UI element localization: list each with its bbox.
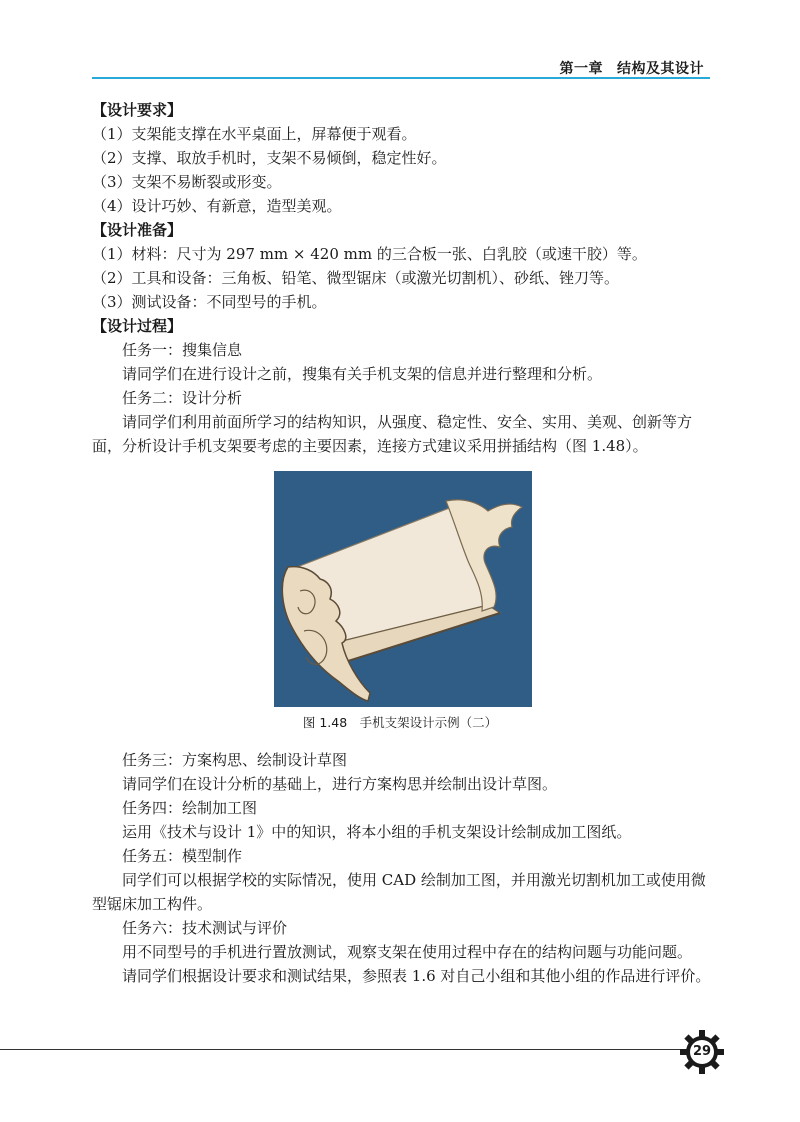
main-content-continued (92, 748, 710, 988)
task-title: 任务五：模型制作 (122, 847, 243, 865)
task-title: 任务四：绘制加工图 (122, 799, 258, 817)
requirement-item: （3）支架不易断裂或形变。 (92, 173, 282, 191)
task-text: 请同学们根据设计要求和测试结果，参照表 1.6 对自己小组和其他小组的作品进行评价。 (122, 967, 711, 985)
task-text: 请同学们在进行设计之前，搜集有关手机支架的信息并进行整理和分析。 (122, 365, 603, 383)
header-divider (92, 77, 710, 79)
task-title: 任务一：搜集信息 (122, 341, 243, 359)
requirements-heading: 【设计要求】 (92, 101, 183, 119)
chapter-number: 第一章 (559, 61, 603, 77)
requirement-item: （1）支架能支撑在水平桌面上，屏幕便于观看。 (92, 125, 417, 143)
requirement-item: （4）设计巧妙、有新意，造型美观。 (92, 197, 342, 215)
task-text: 运用《技术与设计 1》中的知识，将本小组的手机支架设计绘制成加工图纸。 (122, 823, 632, 841)
process-heading: 【设计过程】 (92, 317, 183, 335)
preparation-heading: 【设计准备】 (92, 221, 183, 239)
main-content (92, 98, 710, 458)
chapter-header (560, 58, 705, 78)
page-number: 29 (692, 1044, 712, 1059)
footer-divider (0, 1049, 690, 1050)
preparation-item: （2）工具和设备：三角板、铅笔、微型锯床（或激光切割机）、砂纸、锉刀等。 (92, 269, 620, 287)
task-title: 任务三：方案构思、绘制设计草图 (122, 751, 348, 769)
preparation-item: （1）材料：尺寸为 297 mm × 420 mm 的三合板一张、白乳胶（或速干胶）等。 (92, 245, 647, 263)
task-text: 同学们可以根据学校的实际情况，使用 CAD 绘制加工图，并用激光切割机加工或使用微型锯床加工构件。 (92, 871, 706, 913)
figure-caption: 图 1.48 手机支架设计示例（二） (302, 715, 498, 730)
task-text: 用不同型号的手机进行置放测试，观察支架在使用过程中存在的结构问题与功能问题。 (122, 943, 693, 961)
task-text: 请同学们利用前面所学习的结构知识，从强度、稳定性、安全、实用、美观、创新等方面，分析设计手机支架要考虑的主要因素，连接方式建议采用拼插结构（图 1.48）。 (92, 413, 693, 455)
chapter-title: 结构及其设计 (617, 61, 704, 77)
preparation-item: （3）测试设备：不同型号的手机。 (92, 293, 327, 311)
phone-stand-photo (274, 471, 532, 707)
requirement-item: （2）支撑、取放手机时，支架不易倾倒，稳定性好。 (92, 149, 447, 167)
task-title: 任务二：设计分析 (122, 389, 243, 407)
task-text: 请同学们在设计分析的基础上，进行方案构思并绘制出设计草图。 (122, 775, 558, 793)
task-title: 任务六：技术测试与评价 (122, 919, 288, 937)
